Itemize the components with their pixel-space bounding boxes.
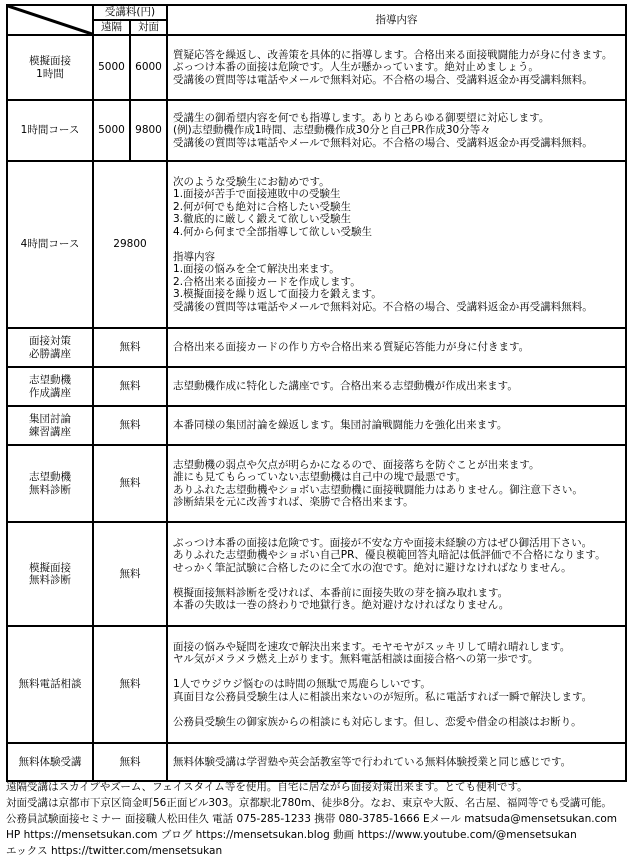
course-name-line: 志望動機 (29, 471, 71, 483)
table-row (7, 743, 626, 781)
content-line: 次のような受験生にお勧めです。 (173, 175, 330, 188)
footer-x-link: エックス https://twitter.com/mensetsukan (6, 845, 223, 857)
course-name-line: 練習講座 (29, 425, 71, 438)
footer-contact: 公務員試験面接セミナー 面接職人松田佳久 電話 075-285-1233 携帯 080-3785-1666 Eメール matsuda@mensetsukan.com (6, 813, 617, 825)
course-content (167, 445, 626, 522)
content-line: 受講後の質問等は電話やメールで無料対応。不合格の場合、受講料返金か再受講料無料。 (173, 73, 593, 86)
course-fee: 無料 (93, 743, 167, 781)
course-name-line: 志望動機 (29, 374, 71, 386)
blank-line (173, 574, 621, 587)
content-line: 本番の失敗は一巻の終わりで地獄行き。絶対避けなければなりません。 (173, 599, 510, 611)
content-line: 合格出来る面接カードの作り方や合格出来る質疑応答能力が身に付きます。 (173, 341, 530, 354)
course-fee: 無料 (93, 522, 167, 626)
course-name (7, 35, 93, 100)
diagonal-line (8, 6, 92, 34)
content-line: 受講後の質問等は電話やメールで無料対応。不合格の場合、受講料返金か再受講料無料。 (173, 300, 593, 313)
table-row (7, 445, 626, 522)
content-line: ヤル気がメラメラ燃え上がります。無料電話相談は面接合格への第一歩です。 (173, 653, 539, 666)
content-line: 診断結果を元に改善すれば、楽勝で合格出来ます。 (173, 496, 414, 508)
course-content (167, 161, 626, 328)
inperson-fee: 9800 (130, 100, 167, 161)
content-line: 4.何から何まで全部指導して欲しい受験生 (173, 225, 373, 238)
table-row (7, 100, 626, 161)
content-line: 本番同様の集団討論を繰返します。集団討論戦闘能力を強化出来ます。 (173, 419, 508, 432)
content-line: 模擬面接無料診断を受ければ、本番前に面接失敗の芽を摘み取れます。 (173, 586, 509, 599)
inperson-fee: 6000 (130, 35, 167, 100)
course-content (167, 367, 626, 406)
course-fee: 無料 (93, 328, 167, 367)
course-fee: 無料 (93, 367, 167, 406)
course-name (7, 367, 93, 406)
table-body (7, 35, 626, 781)
blank-line (173, 666, 621, 679)
remote-fee: 5000 (93, 35, 130, 100)
content-line: 1.面接が苦手で面接連敗中の受験生 (173, 188, 341, 201)
footer-address: 対面受講は京都市下京区筒金町56正面ビル303。京都駅北780m、徒歩8分。なお、東京や大阪、名古屋、福岡等でも受講可能。 (6, 797, 612, 809)
course-name-line: 無料診断 (29, 574, 71, 586)
course-content (167, 626, 626, 743)
content-line: 真面目な公務員受験生は人に相談出来ないのが短所。私に電話すれば一瞬で解決します。 (173, 690, 593, 703)
blank-line (173, 238, 621, 251)
table-row (7, 367, 626, 406)
footer-remote-note: 遠隔受講はスカイプやズーム、フェイスタイム等を使用。自宅に居ながら面接対策出来ます。とても便利です。 (6, 781, 528, 793)
course-name-line: 必勝講座 (29, 347, 71, 360)
content-line: 3.徹底的に厳しく鍛えて欲しい受験生 (173, 213, 352, 226)
course-name (7, 161, 93, 328)
course-name (7, 406, 93, 445)
content-line: 指導内容 (173, 250, 216, 263)
content-line: (例)志望動機作成1時間、志望動機作成30分と自己PR作成30分等々 (173, 124, 491, 137)
content-line: 誰にも見てもらっていない志望動機は自己中の塊で最悪です。 (173, 471, 467, 483)
footer-links: HP https://mensetsukan.com ブログ https://mensetsukan.blog 動画 https://www.youtube.com/@mensetsukan (6, 829, 577, 841)
table-row (7, 161, 626, 328)
content-line: ありふれた志望動機やショボい志望動機に面接戦闘能力はありません。御注意下さい。 (173, 483, 583, 496)
content-line: 無料体験受講は学習塾や英会話教室等で行われている無料体験授業と同じ感じです。 (173, 755, 572, 768)
course-fee: 無料 (93, 406, 167, 445)
content-line: ぶっつけ本番の面接は危険です。面接が不安な方や面接未経験の方はぜひ御活用下さい。 (173, 536, 593, 549)
course-name-line: 模擬面接 (29, 561, 71, 574)
content-line: 公務員受験生の御家族からの相談にも対応します。但し、恋愛や借金の相談はお断り。 (173, 715, 582, 728)
course-name-line: 集団討論 (29, 413, 71, 425)
content-line: 2.合格出来る面接カードを作成します。 (173, 275, 361, 288)
course-name-line: 面接対策 (29, 335, 71, 347)
content-line: ありふれた志望動機やショボい自己PR、優良模範回答丸暗記は低評価で不合格になります。 (173, 549, 606, 561)
course-fee: 29800 (93, 161, 167, 328)
content-line: 1人でウジウジ悩むのは時間の無駄で馬鹿らしいです。 (173, 678, 431, 691)
table-row (7, 35, 626, 100)
fee-header: 受講料(円) (93, 5, 167, 20)
course-name-line: 模擬面接 (29, 55, 71, 67)
content-line: 受講生の御希望内容を何でも指導します。ありとあらゆる御要望に対応します。 (173, 111, 550, 124)
content-line: 1.面接の悩みを全て解決出来ます。 (173, 263, 340, 276)
content-line: 面接の悩みや疑問を速攻で解決出来ます。モヤモヤがスッキリして晴れ晴れします。 (173, 640, 571, 653)
course-name-line: 無料電話相談 (18, 678, 82, 691)
remote-header: 遠隔 (93, 20, 130, 35)
content-line: 3.模擬面接を繰り返して面接力を鍛えます。 (173, 288, 382, 301)
blank-line (173, 703, 621, 716)
course-fee: 無料 (93, 626, 167, 743)
course-name-line: 作成講座 (29, 386, 71, 399)
course-content (167, 522, 626, 626)
content-line: 質疑応答を繰返し、改善策を具体的に指導します。合格出来る面接戦闘能力が身に付きます。 (173, 48, 613, 61)
course-name (7, 743, 93, 781)
content-line: せっかく筆記試験に合格したのに全て水の泡です。絶対に避けなければなりません。 (173, 561, 572, 574)
inperson-header: 対面 (130, 20, 167, 35)
course-content (167, 406, 626, 445)
content-line: ぶっつけ本番の面接は危険です。人生が懸かっています。絶対止めましょう。 (173, 61, 539, 74)
course-name-line: 1時間 (36, 67, 64, 80)
course-name-line: 無料診断 (29, 483, 71, 496)
course-name-line: 4時間コース (20, 238, 80, 251)
content-line: 志望動機の弱点や欠点が明らかになるので、面接落ちを防ぐことが出来ます。 (173, 458, 540, 471)
content-line: 2.何が何でも絶対に合格したい受験生 (173, 200, 352, 213)
course-fee: 無料 (93, 445, 167, 522)
content-line: 志望動機作成に特化した講座です。合格出来る志望動機が作成出来ます。 (173, 380, 518, 393)
table-row (7, 626, 626, 743)
course-name (7, 100, 93, 161)
content-line: 受講後の質問等は電話やメールで無料対応。不合格の場合、受講料返金か再受講料無料。 (173, 136, 593, 149)
course-content (167, 35, 626, 100)
header-row-1 (7, 5, 626, 20)
course-name (7, 445, 93, 522)
table-row (7, 328, 626, 367)
course-name-line: 1時間コース (20, 124, 80, 137)
course-name-line: 無料体験受講 (18, 755, 82, 768)
course-name (7, 328, 93, 367)
table-row (7, 406, 626, 445)
diagonal-header-cell (7, 5, 93, 35)
course-content (167, 328, 626, 367)
price-table (6, 4, 627, 782)
course-name (7, 626, 93, 743)
content-header: 指導内容 (167, 5, 626, 35)
table-row (7, 522, 626, 626)
remote-fee: 5000 (93, 100, 130, 161)
footer-info (6, 779, 632, 859)
course-name (7, 522, 93, 626)
course-content (167, 100, 626, 161)
course-content (167, 743, 626, 781)
